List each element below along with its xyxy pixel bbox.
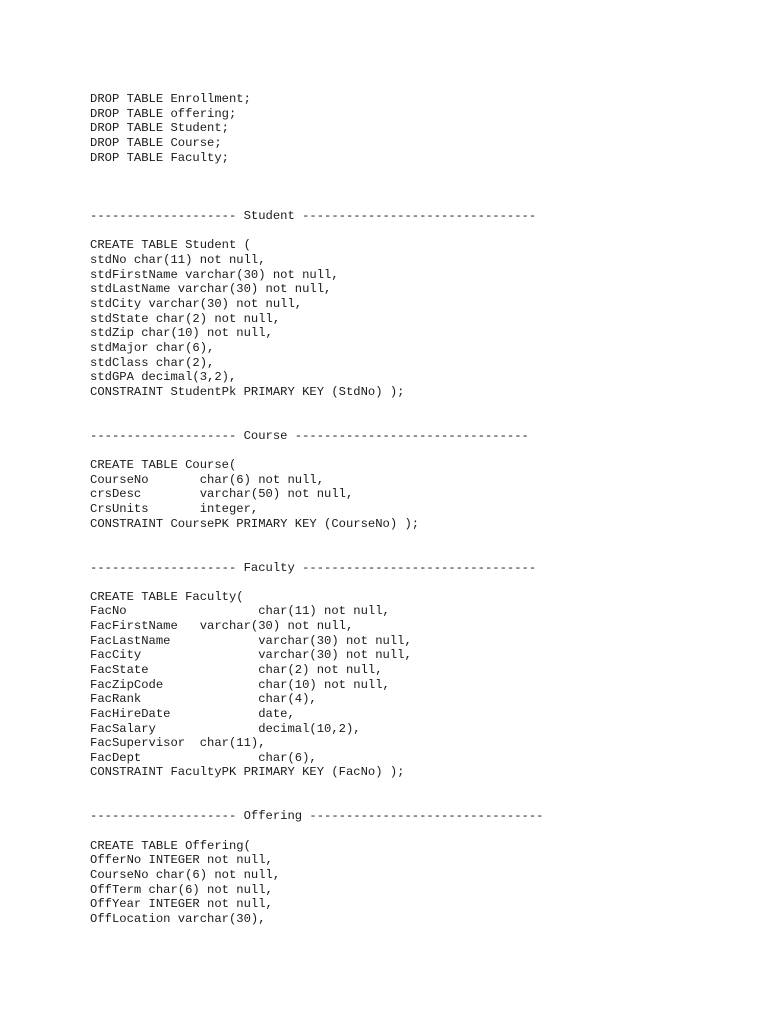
document-line: stdCity varchar(30) not null, [90,296,303,311]
document-line: stdFirstName varchar(30) not null, [90,267,339,282]
section-divider: -------------------- Offering -------------------------------- [90,809,544,824]
document-line [90,575,750,590]
document-line: FacState char(2) not null, [90,662,383,677]
document-line: CREATE TABLE Faculty( [90,589,244,604]
document-line [90,795,750,810]
document-line: OffLocation varchar(30), [90,911,266,926]
document-line [90,531,750,546]
document-line [90,546,750,561]
document-line: DROP TABLE Student; [90,121,229,136]
document-line [90,414,750,429]
document-line: stdState char(2) not null, [90,311,281,326]
document-line: crsDesc varchar(50) not null, [90,487,354,502]
document-line: CREATE TABLE Student ( [90,238,251,253]
document-line: FacSupervisor char(11), [90,736,266,751]
document-line: stdClass char(2), [90,355,215,370]
document-line: FacCity varchar(30) not null, [90,648,412,663]
document-line [90,780,750,795]
document-line: CourseNo char(6) not null, [90,472,325,487]
document-line [90,824,750,839]
document-line: DROP TABLE Enrollment; [90,92,251,106]
document-line: FacRank char(4), [90,692,317,707]
document-line: CONSTRAINT FacultyPK PRIMARY KEY (FacNo) ); [90,765,405,780]
document-line: OfferNo INTEGER not null, [90,853,273,868]
document-line: stdLastName varchar(30) not null, [90,282,332,297]
document-line [90,180,750,195]
document-line: OffYear INTEGER not null, [90,897,273,912]
document-line [90,165,750,180]
section-divider: -------------------- Faculty -------------------------------- [90,560,537,575]
document-line [90,224,750,239]
section-divider: -------------------- Student -------------------------------- [90,209,537,224]
document-line: OffTerm char(6) not null, [90,882,273,897]
document-line: DROP TABLE Course; [90,135,222,150]
document-line: DROP TABLE offering; [90,106,237,121]
document-line: CREATE TABLE Offering( [90,838,251,853]
document-line: CrsUnits integer, [90,501,259,516]
document-page [90,92,750,927]
document-line: FacZipCode char(10) not null, [90,677,390,692]
document-line: DROP TABLE Faculty; [90,150,229,165]
document-line [90,443,750,458]
document-line: CREATE TABLE Course( [90,458,237,473]
document-line [90,399,750,414]
document-line: CourseNo char(6) not null, [90,867,281,882]
document-line: stdNo char(11) not null, [90,253,266,268]
document-line: FacNo char(11) not null, [90,604,390,619]
document-line: stdGPA decimal(3,2), [90,370,237,385]
document-line: stdZip char(10) not null, [90,326,273,341]
document-line: FacSalary decimal(10,2), [90,721,361,736]
document-line: CONSTRAINT StudentPk PRIMARY KEY (StdNo) ); [90,384,405,399]
document-line: CONSTRAINT CoursePK PRIMARY KEY (CourseNo) ); [90,516,420,531]
section-divider: -------------------- Course -------------------------------- [90,428,529,443]
document-line: FacLastName varchar(30) not null, [90,633,412,648]
document-line: FacFirstName varchar(30) not null, [90,619,354,634]
document-line: FacHireDate date, [90,706,295,721]
document-line: stdMajor char(6), [90,340,215,355]
document-line: FacDept char(6), [90,750,317,765]
document-line [90,194,750,209]
